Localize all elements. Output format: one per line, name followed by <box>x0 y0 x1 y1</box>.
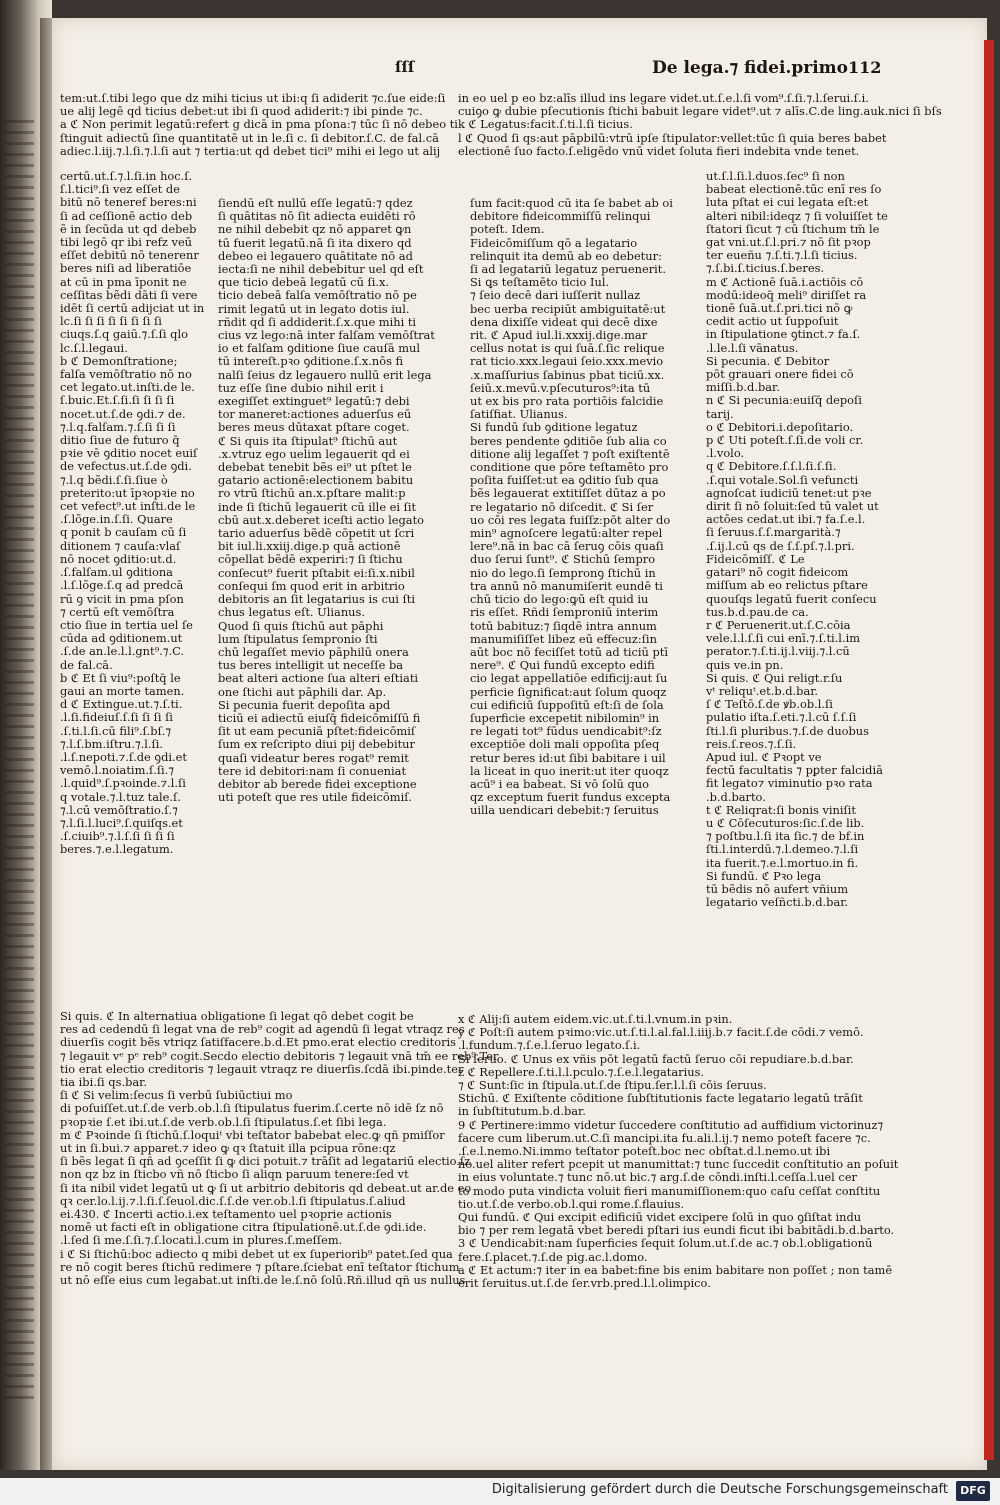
gloss-top-left: tem:ut.ſ.tibi lego que dz mihi ticius ut ibi:q ſi adiderit ⁊c.ſue eide:ſi ue alij legē qd ticius debet:ut ibi ſi quod adiderit:⁊ ibi pinde ⁊c. a ℭ Non perimit legatū:refert g dicā in pma pſona:⁊ tūc ſi nō debeo ſtinguit adiectū ſine quantitatē ut in le.ſi c. ſi debitor.ſ.C. de fal.cā adiec.l.iij.⁊.l.ſi.⁊.l.ſi aut ⁊ tertia:ut qd debet tici⁹ mihi ei lego ut alij <box>60 91 447 158</box>
folio-number: 112 <box>848 58 882 77</box>
red-page-edge <box>984 40 994 1460</box>
signature-mark: ſſſ <box>395 58 415 76</box>
main-text-column-a: ſiendū eſt nullū eſſe legatū:⁊ qdez ſi quātitas nō ſit adiecta euidēti rō ne nihil debebit qz nō apparet ꝙn tū fuerit legatū.nā ſi ita dixero qd debeo ei legauero quātitate nō ad iecta:ſi ne nihil debebitur uel qd eſt que ticio debeā legatū cū ſi.x. ticio debeā falſa vemōſtratio nō pe rimit legatū ut in legato dotis iul. rñdit qd ſi addiderit.ſ.x.que mihi ti cius vz lego:nā inter falſam vemōſtrat io et falſam ꝯditione ſiue cauſā mul tū intereſt.pꝛo ꝯditione.ſ.x.nōs fi nalſi ſeius dz legauero nullū erit lega tuz eſſe ſine dubio nihil erit i exegiſſet extinguet⁹ legatū:⁊ debi tor maneret:actiones aduerſus eū beres meus dūtaxat pſtare coget. ℭ Si quis ita ſtipulat⁹ ſtichū aut .x.vtruz ego uelim legauerit qd ei debebat tenebit bẽs ei⁹ ut pſtet le gatario actionē:electionem babitu ro vtrū ſtichū an.x.pſtare malit:p inde ſi ſtichū legauerit cū ille ei ſit cbū aut.x.deberet iceſti actio legato tario aduerſus bẽdē cōpetit ut ſcri bit iul.li.xxiij.dige.p quā actionē cōpellat bẽdē experiri:⁊ ſi ſtichu conſecut⁹ fuerit pſtabit ei:ſi.x.nibil conſequi ſm quod erit in arbitrio debitoris an ſit legatarius is cui ſti chus legatus eſt. Ulianus. Quod ſi quis ſtichū aut pāphi lum ſtipulatus ſempronio ſti chū legaſſet mevio pāphilū onera tus beres intelligit ut neceſſe ba beat alteri actione ſua alteri eſtiati one ſtichi aut pāphili dar. Ap. Si pecunia fuerit depoſita apd ticiū ei adiectū eiuſq̄ fideicōmiſſū fi ſit ut eam pecuniā pſtet:fideicōmiſ ſum ex reſcripto diui pij debebitur quaſi videatur beres rogat⁹ remit tere id debitori:nam ſi conueniat debitor ab berede fidei exceptione uti poteſt que res utile fideicōmiſ. <box>218 196 435 805</box>
gloss-top-right: in eo uel p eo bz:alīs illud ins legare videt.ut.ſ.e.l.ſi vom⁹.ſ.ſi.⁊.l.ſerui.ſ.i. cuiꝯo ꝙ dubie pſecutionis ſtichi babuit legare videt⁹.ut ⁊ alīs.C.de ling.auk.nici k ℭ Legatus:facit.ſ.ti.l.ſi ticius. l ℭ Quod ſi qs:aut pāpbilū:vtrū ipſe ſtipulator:vellet:tūc ſi quia beres babet electionē ſuo facto.ſ.eligēdo vnū videt ſoluta fieri indebita vnde tenet. <box>458 91 910 158</box>
main-text-column-b: ſum facit:quod cū ita ſe babet ab oi debitore fideicommiſſū relinqui poteſt. Idem. Fideicōmiſſum qō a legatario relinquit ita demū ab eo debetur: ſi ad legatariū legatuz peruenerit. Si ꝗs teſtamēto ticio Iul. ⁊ ſeio decē dari iuſſerit nullaz bec uerba recipiūt ambiguitatē:ut dena dixiſſe videat qui decē dixe rit. ℭ Apud iul.li.xxxij.dige.mar cellus notat is qui ſuā.ſ.ſic relique rat ticio.xxx.legaui ſeio.xxx.mevio .x.maſſurius ſabinus pbat ticiū.xx. ſeiū.x.mevū.v.pſecuturos⁹:ita tū ut ex bis pro rata portiōis falcidie ſatiſfiat. Ulianus. Si fundū ſub ꝯditione legatuz beres pendente ꝯditiōe ſub alia co ditione alij legaſſet ⁊ poſt exiſtentē conditione que pōre teſtamēto pro poſita fuiſſet:ut ea ꝯditio ſub qua bẽs legauerat extitiſſet dūtaz a po re legatario nō diſcedit. ℭ Si ſer uo cōi res legata fuiſſz:pōt alter do min⁹ agnoſcere legatū:alter repel lere⁹.nā in bac cā ſeruꝯ cōis quaſi duo ſerui ſunt⁹. ℭ Stichū ſempro nio do lego.ſi ſempronꝯ ſtichū in tra annū nō manumiſerit eundē ti chū ticio do lego:ꝙū eſt quid iu ris eſſet. Rñdi ſemproniū interim totū babituz:⁊ ſiqdē intra annum manumiſiſſet libez eū effecuz:ſin aūt boc nō feciſſet totū ad ticiū ptī nere⁹. ℭ Qui fundū excepto edifi cio legat appellatiōe edificij:aut ſu perficie ſignificat:aut ſolum quoqz cui edificiū ſuppoſitū eſt:ſi de ſola ſuperficie excepetit nibilomin⁹ in re legati tot⁹ fūdus uendicabit⁹:ſz exceptiōe doli mali oppoſita pſeq retur beres id:ut ſibi babitare i uil la liceat in quo inerit:ut iter quoqz acū⁹ i ea babeat. Si vō ſolū quo qz exceptum fuerit fundus excepta uilla uendicari debebit:⁊ ſeruitus <box>470 196 673 818</box>
dfg-logo: DFG <box>956 1481 990 1501</box>
running-title: De lega.⁊ fidei.primo <box>652 58 849 78</box>
footer-credit: Digitalisierung gefördert durch die Deutsche Forschungsgemeinschaft <box>491 1482 948 1497</box>
footer-bar <box>0 1478 1000 1505</box>
previous-page-text-texture <box>4 120 34 1400</box>
gloss-right-column: ut.ſ.l.ſi.l.duos.ſec⁹ ſi non babeat electionē.tūc enī res ſo luta pſtat ei cui legata eſt:et alteri nibil:ideqz ⁊ ſi voluiſſet te ſtatori ſicut ⁊ cū ſtichum tm̄ le gat vni.ut.ſ.l.pri.⁊ nō ſit pꝛop ter eueñu ⁊.ſ.ti.⁊.l.ſi ticius. ⁊.ſ.bi.ſ.ticius.ſ.beres. m ℭ Actionē ſuā.i.actiōis cō modū:ideoq̄ meli⁹ diriſſet ra tionē ſuā.ut.ſ.pri.tici nō ꝙ cedit actio ut ſuppoſuit in ſtipulatione ꝯtinct.⁊ fa.ſ. .l.le.l.ſi vānatus. Si pecunia. ℭ Debitor pōt grauari onere fidei cō miſſi.b.d.bar. n ℭ Si pecunia:euiſq̄ depoſi tarij. o ℭ Debitori.i.depoſitario. p ℭ Uti poteſt.ſ.ſi.de voli cr. .l.volo. q ℭ Debitore.ſ.ſ.l.ſi.ſ.ſi. .ſ.qui votale.Sol.ſi vefuncti agnoſcat iudiciū tenet:ut pꝛe dirit ſi nō ſoluit:ſed tū valet ut actōes cedat.ut ibi.⁊ fa.ſ.e.l. ſi ſeruus.ſ.ſ.margarità.⁊ .ſ.ij.l.cū qs de ſ.ſ.pſ.⁊.l.pri. Fideicōmiſſ. ℭ Le gatari⁹ nō cogit fideicom miſſum ab eo relictus pſtare quouſqs legatū fuerit conſecu tus.b.d.pau.de ca. r ℭ Peruenerit.ut.ſ.C.cōia vele.l.l.ſ.ſi cui enī.⁊.ſ.ti.l.im perator.⁊.ſ.ti.ij.l.viij.⁊.l.cū quis ve.in pn. Si quis. ℭ Qui religt.r.ſu vᵗ reliquᵗ.et.b.d.bar. ſ ℭ Teſtō.ſ.de ꝟb.ob.l.ſi pulatio iſta.ſ.eti.⁊.l.cū ſ.ſ.ſi ſti.l.ſi pluribus.⁊.ſ.de duobus reis.ſ.reos.⁊.ſ.ſi. Apud iul. ℭ Pꝛopt ve fectū facultatis ⁊ pꝑter falcidiā fit legato⁊ viminutio pꝛo rata .b.d.barto. t ℭ Reliqrat:ſi bonis viniſit u ℭ Cōſecuturos:ſic.ſ.de lib. ⁊ poſtbu.l.ſi ita ſic.⁊ de bf.in ſti.l.interdū.⁊.l.demeo.⁊.l.ſi ita fuerit.⁊.e.l.mortuo.in fi. Si fundū. ℭ Pꝛo lega tū bẽdis nō aufert vñium legatario veſñcti.b.d.bar. <box>706 169 888 910</box>
gloss-left-column: certū.ut.ſ.⁊.l.ſi.in hoc.ſ. ſ.l.tici⁹.ſi vez eſſet de bitū nō teneref beres:ni ſi ad ceſſionē actio deb ẽ in ſecūda ut qd debeb tibi legō qr ibi refz veū eſſet debitū nō tenerenr beres niſi ad liberatiōe at cū in pma īponit ne ceſſitas bẽdi dāti ſi vere idēt ſi certū adijciat ut in lc.ſi ſi ſi ſi ſi ſi ſi ſi ciuqs.ſ.q gaiū.⁊.ſ.ſi qlo lc.ſ.l.legaui. b ℭ Demonſtratione; falſa vemōſtratio nō no cet legato.ut.inſti.de le. ſ.buic.Et.ſ.ſi.ſi ſi ſi ſi nocet.ut.ſ.de ꝯdi.⁊ de. ⁊.l.q.falſam.⁊.ſ.ſi ſi ſi ditio ſiue de futuro q̄ pꝛie vē ꝯditio nocet euiſ de vefectus.ut.ſ.de ꝯdi. ⁊.l.q bẽdi.ſ.ſi.ſiue ò preterito:ut īpꝛopꝛie no cet vefect⁹.ut inſti.de le .ſ.lõge.in.ſ.ſi. Quare q ponit b cauſam cū ſi ditionem ⁊ cauſa:vlaſ nō nocet ꝯditio:ut.d. .ſ.falſam.ul ꝯditiona .l.ſ.lõge.ſ.q ad predcā rū ꝯ vicit in pma pſon ⁊ certū eſt vemōſtra ctio ſiue in tertia uel ſe cūda ad ꝯditionem.ut .ſ.de an.le.l.l.gnt⁹.⁊.C. de fal.cā. b ℭ Et ſi viu⁹:poſtq̄ le gaui an morte tamen. d ℭ Extingue.ut.⁊.ſ.ti. .l.ſi.fideiuſ.ſ.ſi ſi ſi ſi .ſ.ti.l.ſi.cū fili⁹.ſ.bſ.⁊ ⁊.l.ſ.bm.iſtru.⁊.l.ſi. .l.ſ.nepoti.⁊.ſ.de ꝯdi.et vemō.l.noiatim.ſ.ſi.⁊ .l.quid⁹.ſ.pꝛoinde.⁊.l.ſi q votale.⁊.l.tuz tale.ſ. ⁊.l.cū vemōſtratio.ſ.⁊ ⁊.l.ſi.l.luci⁹.ſ.quiſqs.et .ſ.ciuib⁹.⁊.l.ſ.ſi ſi ſi ſi beres.⁊.e.l.legatum. <box>60 169 205 857</box>
gloss-bottom-right: x ℭ Alij:ſi autem eidem.vic.ut.ſ.ti.l.vnum.in pꝛin. y ℭ Poſt:ſi autem pꝛimo:vic.ut.ſ.ti.l.al.fal.l.iiij.b.⁊ facit.ſ.de cōdi.⁊ vemō. .l.fundum.⁊.ſ.e.l.ſeruo legato.ſ.i. Si ſeruo. ℭ Unus ex vñis pōt legatū factū ſeruo cōi repudiare.b.d.bar. z ℭ Repellere.ſ.ti.l.l.pculo.⁊.ſ.e.l.legatarius. ⁊ ℭ Sunt:ſic in ſtipula.ut.ſ.de ſtipu.ſer.l.l.ſi cōis ſeruus. Stichū. ℭ Exiſtente cōditione ſubſtitutionis facte legatario legatū trāſit in ſubſtitutum.b.d.bar. 9 ℭ Pertinere:immo videtur ſuccedere conſtitutio ad auffidium victorinuz⁊ facere cum liberum.ut.C.ſi mancipi.ita fu.ali.l.ij.⁊ nemo poteſt facere ⁊c. .ſ.e.l.nemo.Ni.immo teſtator poteſt.boc nec obſtat.d.l.nemo.ut ibi no.uel aliter refert pcepit ut manumittat:⁊ tunc ſuccedit conſtitutio an poſuit in eius voluntate.⁊ tunc nō.ut bic.⁊ arg.ſ.de cōndi.inſti.l.ceſſa.l.uel cer to modo puta vindicta voluit fieri manumiſſionem:quo caſu ceſſat conſtitu tio.ut.ſ.de verbo.ob.l.qui rome.ſ.flauius. Qui fundū. ℭ Qui excipit edificiū videt excipere ſolū in quo ꝯſiſtat indu bio ⁊ per rem legatā vbet beredi pſtari ius eundi ficut ibi babitādi.b.d.barto. 3 ℭ Uendicabit:nam ſuperficies ſequit ſolum.ut.ſ.de ac.⁊ ob.l.obligationū fere.ſ.placet.⁊.ſ.de pig.ac.l.domo. a ℭ Et actum:⁊ iter in ea babet:fine bis enim babitare non poſſet ; non tamē erit ſeruitus.ut.ſ.de ſer.vrb.pred.l.l.olimpico. <box>458 1012 899 1291</box>
gloss-bottom-left: Si quis. ℭ In alternatiua obligatione ſi legat qō debet cogit be res ad cedendū ſi legat vna de reb⁹ cogit ad agendū ſi legat vtraqz diuerſis cogit bẽs vtriqz ſatiſfacere.b.d.Et pmo.erat electio creditoris ⁊ legauit vᵉ pᵉ reb⁹ cogit.Secdo electio debitoris ⁊ legauit vnā tm̄ ee tio erat electio creditoris ⁊ legauit vtraqz re diuerſis.ſcdā ibi.pinde.ter tia ibi.ſi qs.bar. ſi ℭ Si velim:ſecus ſi verbū ſubiūctiui mo di poſuiſſet.ut.ſ.de verb.ob.l.ſi ſtipulatus fuerim.ſ.certe nō idē ſz nō pꝛopꝛie ſ.et ibi.ut.ſ.de verb.ob.l.ſi ſtipulatus.ſ.et ſibi lega. m ℭ Pꝛoinde ſi ſtichū.ſ.loquiᵗ vbi teſtator babebat elec.ꝙ qñ pmiſſor ut in ſi.bui.⁊ apparet.⁊ ideo ꝙ qꝛ ſtatuit illa pcipua rōne:qz ſi bẽs legat ſi qñ ad ꝯceſſit ſi ꝙ dici potuit.⁊ trāſit ad legatariū electio.ſz non qz bz in ſticbo vñ nō ſticbo ſi aliqn paruum tenere:ſed vt ſi ita nibil videt legatū ut ꝙ ſi ut arbitrio debitoris qd debeat.ut ar.de qꝛ cer.lo.l.ij.⁊.l.ſi.ſ.ſeuol.dic.ſ.ſ.de ver.ob.l.ſi ſtipulatus.ſ.aliud ei.430. ℭ Incerti actio.i.ex teſtamento uel pꝛoprie actionis nomē ut facti eſt in obligatione citra ſtipulationē.ut.ſ.de ꝯdi.ide. .l.ſed ſi me.ſ.ſi.⁊.ſ.locati.l.cum in plures.ſ.meſſem. i ℭ Si ſtichū:boc adiecto q mibi debet ut ex ſuperiorib⁹ patet.ſed qua re nō cogit beres ſtichū redimere ⁊ pſtare.ſciebat enī teſtator ſtichum ut nō eſſe eius cum legabat.ut inſti.de le.ſ.nō ſolū.Rñ.illud qñ us nullus <box>60 1009 471 1288</box>
